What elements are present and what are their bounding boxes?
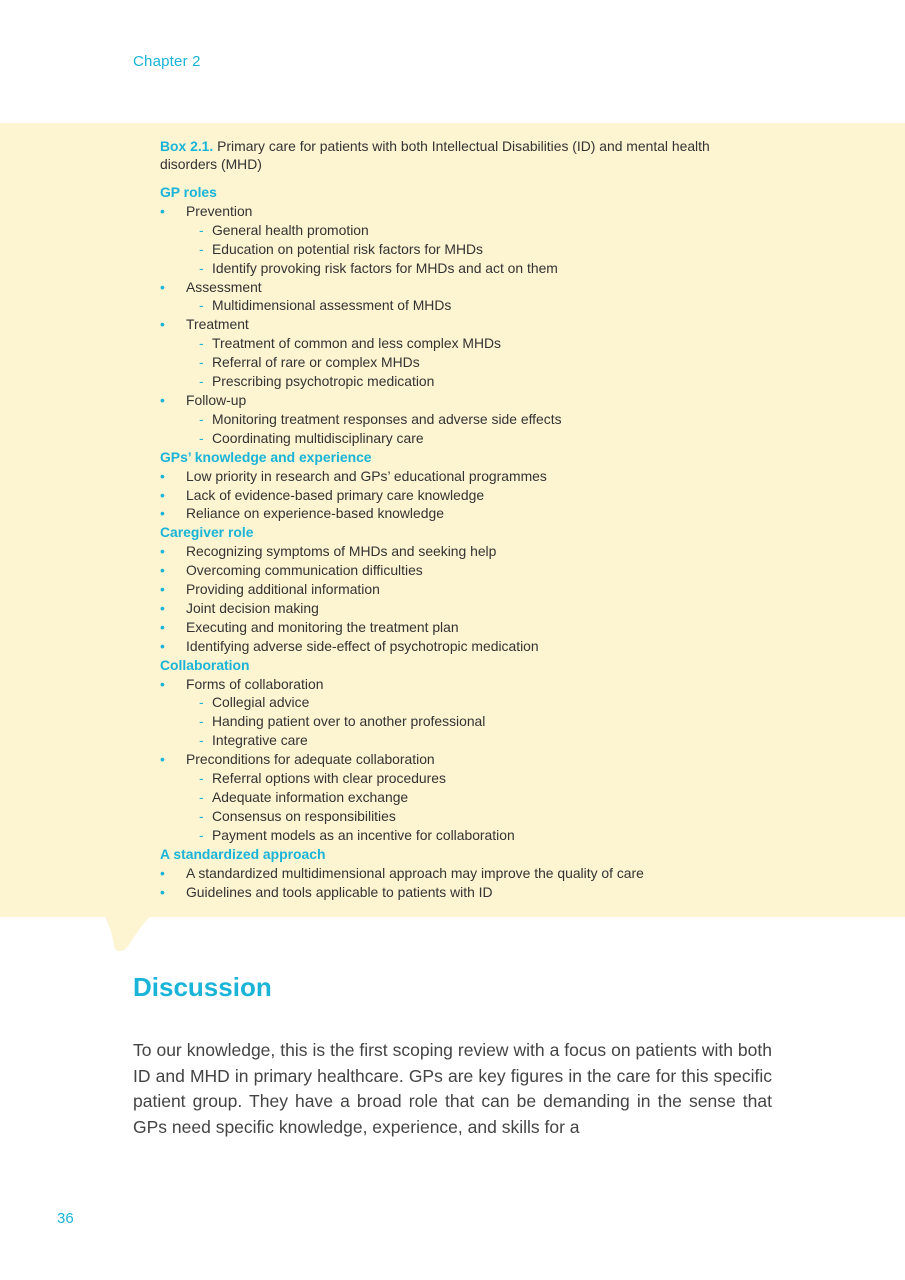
list-item bbox=[160, 278, 760, 316]
sub-list-item: - Handing patient over to another professional bbox=[186, 712, 760, 731]
sub-list-item: - Monitoring treatment responses and adverse side effects bbox=[186, 410, 760, 429]
list-item: • Overcoming communication difficulties bbox=[160, 561, 760, 580]
sub-list-item: - Adequate information exchange bbox=[186, 788, 760, 807]
page-number: 36 bbox=[57, 1210, 74, 1227]
caregiver-list bbox=[160, 542, 760, 655]
list-item-text: Treatment bbox=[186, 316, 249, 333]
list-item bbox=[160, 315, 760, 391]
gp-roles-list bbox=[160, 202, 760, 448]
list-item-text: Prevention bbox=[186, 202, 253, 219]
list-item: • Guidelines and tools applicable to patients with ID bbox=[160, 883, 760, 902]
section-heading-knowledge: GPs’ knowledge and experience bbox=[160, 448, 372, 465]
discussion-heading: Discussion bbox=[133, 972, 272, 1002]
chapter-label: Chapter 2 bbox=[133, 53, 201, 70]
sub-list bbox=[186, 221, 760, 278]
sub-list-item: - Identify provoking risk factors for MHDs and act on them bbox=[186, 259, 760, 278]
box-2-1 bbox=[160, 137, 760, 901]
sub-list-item: - Payment models as an incentive for collaboration bbox=[186, 826, 760, 845]
list-item bbox=[160, 675, 760, 751]
box-title bbox=[160, 137, 760, 173]
sub-list bbox=[186, 693, 760, 750]
list-item bbox=[160, 750, 760, 845]
list-item: • Providing additional information bbox=[160, 580, 760, 599]
section-heading-gp-roles: GP roles bbox=[160, 184, 217, 200]
sub-list-item: - Consensus on responsibilities bbox=[186, 807, 760, 826]
list-item: • Identifying adverse side-effect of psychotropic medication bbox=[160, 637, 760, 656]
collaboration-list bbox=[160, 675, 760, 845]
sub-list-item: - Multidimensional assessment of MHDs bbox=[186, 296, 760, 315]
sub-list-item: - General health promotion bbox=[186, 221, 760, 240]
list-item: • A standardized multidimensional approach may improve the quality of care bbox=[160, 864, 760, 883]
list-item bbox=[160, 391, 760, 448]
knowledge-list bbox=[160, 467, 760, 524]
sub-list-item: - Integrative care bbox=[186, 731, 760, 750]
sub-list bbox=[186, 410, 760, 448]
discussion-paragraph: To our knowledge, this is the first scoping review with a focus on patients with both ID and MHD in primary healthcare. GPs are key figures in the care for this specific patient group. They have a broad role that can be demanding in the sense that GPs need specific knowledge, experience, and skills for a bbox=[133, 1040, 772, 1137]
list-item: • Recognizing symptoms of MHDs and seeking help bbox=[160, 542, 760, 561]
list-item: • Executing and monitoring the treatment plan bbox=[160, 618, 760, 637]
list-item: • Joint decision making bbox=[160, 599, 760, 618]
sub-list bbox=[186, 769, 760, 845]
standardized-list bbox=[160, 864, 760, 902]
sub-list-item: - Referral options with clear procedures bbox=[186, 769, 760, 788]
sub-list bbox=[186, 334, 760, 391]
list-item: • Low priority in research and GPs’ educational programmes bbox=[160, 467, 760, 486]
sub-list-item: - Collegial advice bbox=[186, 693, 760, 712]
list-item-text: Preconditions for adequate collaboration bbox=[186, 751, 435, 768]
list-item: • Lack of evidence-based primary care knowledge bbox=[160, 486, 760, 505]
list-item bbox=[160, 202, 760, 278]
list-item-text: Forms of collaboration bbox=[186, 675, 324, 692]
box-label: Box 2.1. bbox=[160, 138, 214, 154]
box-title-text: Primary care for patients with both Intellectual Disabilities (ID) and mental health disorders (MHD) bbox=[160, 138, 710, 172]
section-heading-collaboration: Collaboration bbox=[160, 656, 250, 673]
section-heading-caregiver: Caregiver role bbox=[160, 524, 254, 541]
list-item-text: Follow-up bbox=[186, 391, 247, 408]
list-item-text: Assessment bbox=[186, 278, 262, 295]
sub-list bbox=[186, 296, 760, 315]
sub-list-item: - Education on potential risk factors for MHDs bbox=[186, 240, 760, 259]
sub-list-item: - Coordinating multidisciplinary care bbox=[186, 429, 760, 448]
sub-list-item: - Prescribing psychotropic medication bbox=[186, 372, 760, 391]
section-heading-standardized: A standardized approach bbox=[160, 845, 326, 862]
sub-list-item: - Treatment of common and less complex MHDs bbox=[186, 334, 760, 353]
list-item: • Reliance on experience-based knowledge bbox=[160, 504, 760, 523]
sub-list-item: - Referral of rare or complex MHDs bbox=[186, 353, 760, 372]
